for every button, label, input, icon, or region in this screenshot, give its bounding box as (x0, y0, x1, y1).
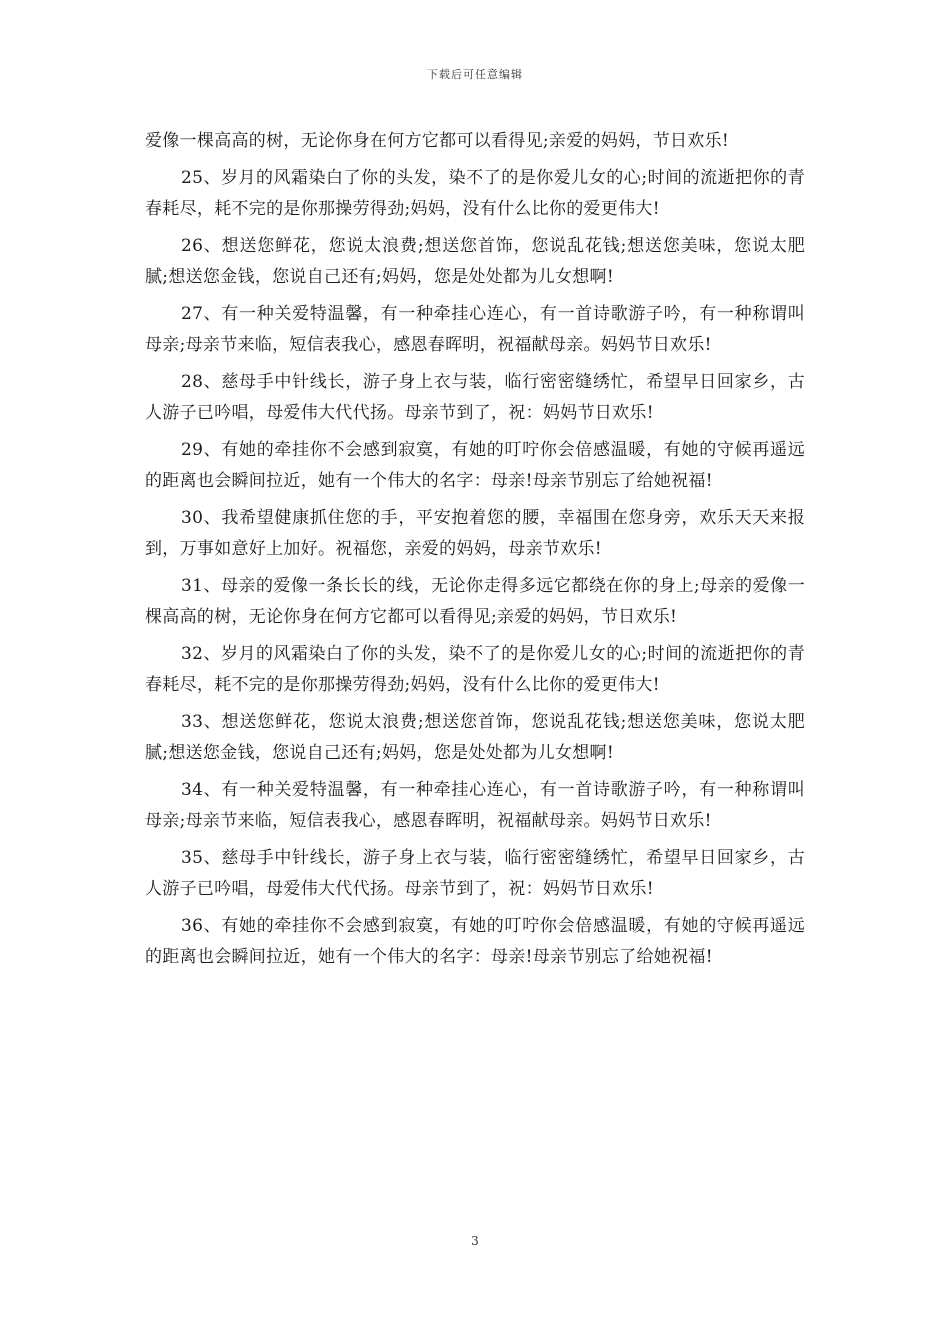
paragraph-34: 34、有一种关爱特温馨，有一种牵挂心连心，有一首诗歌游子吟，有一种称谓叫母亲;母亲节来临，短信表我心，感恩春晖明，祝福献母亲。妈妈节日欢乐! (145, 780, 805, 831)
paragraph-31: 31、母亲的爱像一条长长的线，无论你走得多远它都绕在你的身上;母亲的爱像一棵高高的树，无论你身在何方它都可以看得见;亲爱的妈妈，节日欢乐! (145, 576, 805, 627)
paragraph-26: 26、想送您鲜花，您说太浪费;想送您首饰，您说乱花钱;想送您美味，您说太肥腻;想送您金钱，您说自己还有;妈妈，您是处处都为儿女想啊! (145, 236, 805, 287)
paragraph-32: 32、岁月的风霜染白了你的头发，染不了的是你爱儿女的心;时间的流逝把你的青春耗尽，耗不完的是你那操劳得劲;妈妈，没有什么比你的爱更伟大! (145, 644, 805, 695)
paragraph-28: 28、慈母手中针线长，游子身上衣与装，临行密密缝绣忙，希望早日回家乡，古人游子已吟唱，母爱伟大代代扬。母亲节到了，祝：妈妈节日欢乐! (145, 372, 805, 423)
paragraph-33: 33、想送您鲜花，您说太浪费;想送您首饰，您说乱花钱;想送您美味，您说太肥腻;想送您金钱，您说自己还有;妈妈，您是处处都为儿女想啊! (145, 712, 805, 763)
paragraph-25: 25、岁月的风霜染白了你的头发，染不了的是你爱儿女的心;时间的流逝把你的青春耗尽，耗不完的是你那操劳得劲;妈妈，没有什么比你的爱更伟大! (145, 168, 805, 219)
paragraph-36: 36、有她的牵挂你不会感到寂寞，有她的叮咛你会倍感温暖，有她的守候再遥远的距离也会瞬间拉近，她有一个伟大的名字：母亲!母亲节别忘了给她祝福! (145, 916, 805, 967)
page-header: 下载后可任意编辑 (427, 68, 523, 81)
document-body (145, 126, 805, 973)
paragraph-35: 35、慈母手中针线长，游子身上衣与装，临行密密缝绣忙，希望早日回家乡，古人游子已吟唱，母爱伟大代代扬。母亲节到了，祝：妈妈节日欢乐! (145, 848, 805, 899)
paragraph-continuation: 爱像一棵高高的树，无论你身在何方它都可以看得见;亲爱的妈妈，节日欢乐! (145, 131, 730, 151)
paragraph-30: 30、我希望健康抓住您的手，平安抱着您的腰，幸福围在您身旁，欢乐天天来报到，万事如意好上加好。祝福您，亲爱的妈妈，母亲节欢乐! (145, 508, 805, 559)
paragraph-29: 29、有她的牵挂你不会感到寂寞，有她的叮咛你会倍感温暖，有她的守候再遥远的距离也会瞬间拉近，她有一个伟大的名字：母亲!母亲节别忘了给她祝福! (145, 440, 805, 491)
page-number: 3 (471, 1234, 479, 1248)
paragraph-27: 27、有一种关爱特温馨，有一种牵挂心连心，有一首诗歌游子吟，有一种称谓叫母亲;母亲节来临，短信表我心，感恩春晖明，祝福献母亲。妈妈节日欢乐! (145, 304, 805, 355)
